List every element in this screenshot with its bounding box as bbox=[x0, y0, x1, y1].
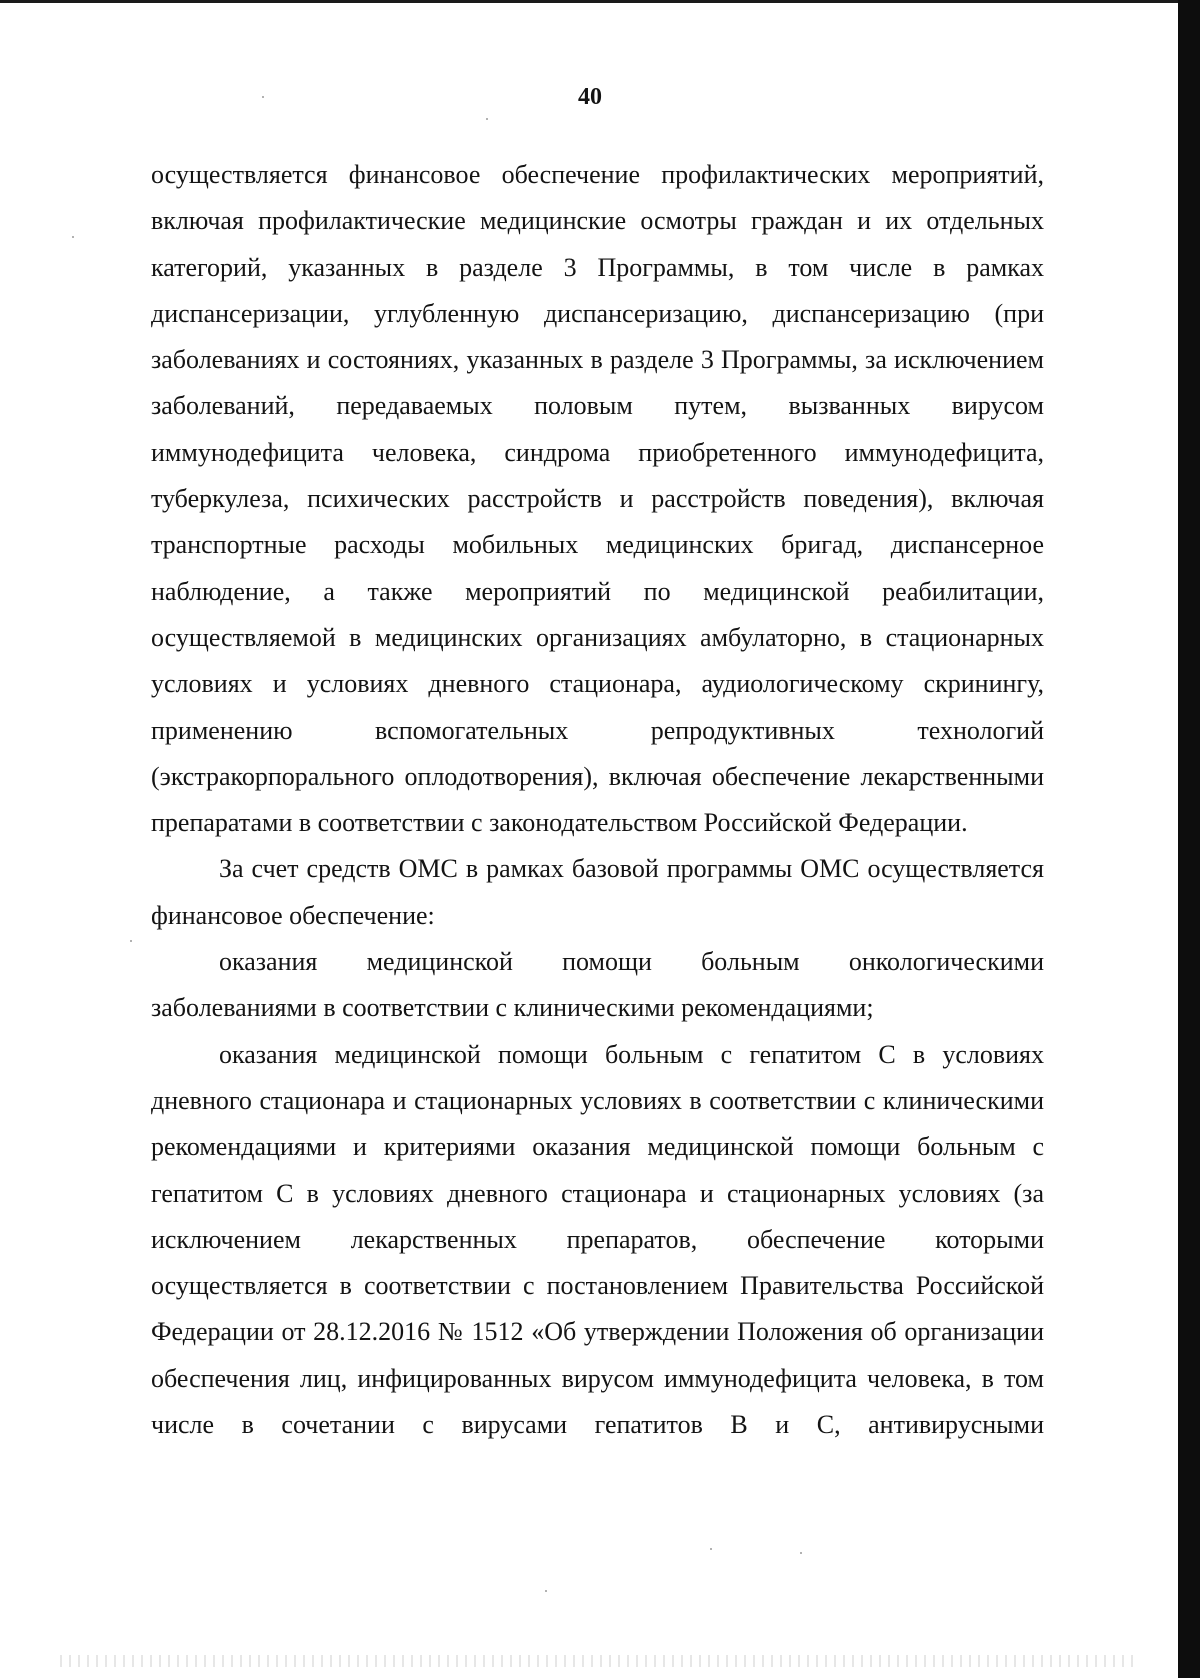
scan-speck bbox=[545, 1590, 547, 1592]
scan-speck bbox=[486, 118, 488, 120]
paragraph-hepatitis-c: оказания медицинской помощи больным с гепатитом С в условиях дневного стационара и стационарных условиях в соответствии с клиническими рекомендациями и критериями оказания медицинской помощи больным с гепатитом С в условиях дневного стационара и стационарных условиях (за исключением лекарственных препаратов, обеспечение которыми осуществляется в соответствии с постановлением Правительства Российской Федерации от 28.12.2016 № 1512 «Об утверждении Положения об организации обеспечения лиц, инфицированных вирусом иммунодефицита человека, в том числе в сочетании с вирусами гепатитов В и С, антивирусными bbox=[151, 1039, 1044, 1440]
scan-speck bbox=[130, 940, 132, 942]
paragraph-oms-funding: За счет средств ОМС в рамках базовой программы ОМС осуществляется финансовое обеспечение: bbox=[151, 854, 1044, 930]
document-body bbox=[151, 152, 1044, 1448]
scan-border-top bbox=[0, 0, 1180, 3]
paragraph-continuation: осуществляется финансовое обеспечение профилактических мероприятий, включая профилактические медицинские осмотры граждан и их отдельных категорий, указанных в разделе 3 Программы, в том числе в рамках диспансеризации, углубленную диспансеризацию, диспансеризацию (при заболеваниях и состояниях, указанных в разделе 3 Программы, за исключением заболеваний, передаваемых половым путем, вызванных вирусом иммунодефицита человека, синдрома приобретенного иммунодефицита, туберкулеза, психических расстройств и расстройств поведения), включая транспортные расходы мобильных медицинских бригад, диспансерное наблюдение, а также мероприятий по медицинской реабилитации, осуществляемой в медицинских организациях амбулаторно, в стационарных условиях и условиях дневного стационара, аудиологическому скринингу, применению вспомогательных репродуктивных технологий (экстракорпорального оплодотворения), включая обеспечение лекарственными препаратами в соответствии с законодательством Российской Федерации. bbox=[151, 160, 1044, 838]
paragraph-oncology: оказания медицинской помощи больным онкологическими заболеваниями в соответствии с клиническими рекомендациями; bbox=[151, 947, 1044, 1023]
scan-border-right bbox=[1178, 0, 1200, 1678]
scan-speck bbox=[262, 96, 264, 98]
scan-speck bbox=[800, 1552, 802, 1554]
scan-noise bbox=[60, 1655, 1140, 1667]
scan-speck bbox=[710, 1548, 712, 1550]
page-number: 40 bbox=[578, 84, 602, 110]
scan-speck bbox=[72, 236, 74, 238]
